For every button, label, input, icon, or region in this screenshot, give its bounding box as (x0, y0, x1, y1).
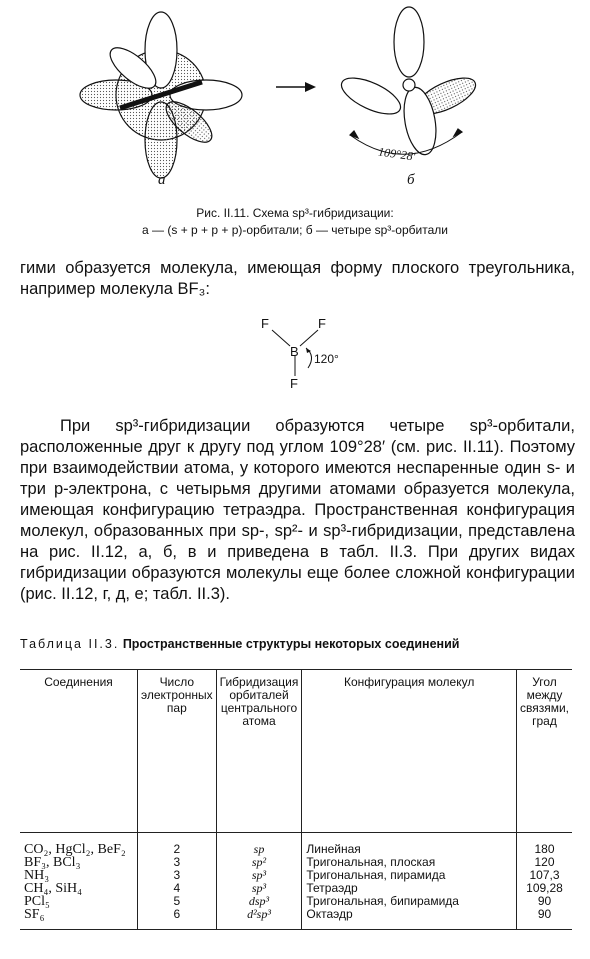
atom-f-right: F (318, 316, 326, 331)
table-row (20, 882, 572, 895)
cell-hybrid: d²sp³ (216, 908, 302, 930)
bf3-structure (248, 312, 368, 392)
cell-compounds: NH₃ (24, 868, 50, 883)
cell-pairs: 6 (138, 908, 217, 930)
cell-config: Тетраэдр (302, 882, 517, 895)
orbital-set-a (80, 12, 242, 178)
cell-config: Тригональная, бипирамида (302, 895, 517, 908)
table-title-prefix: Таблица II.3. (20, 637, 120, 651)
table-title (20, 637, 459, 651)
cell-config: Линейная (302, 833, 517, 857)
cell-angle: 107,3 (516, 869, 572, 882)
cell-hybrid: dsp³ (216, 895, 302, 908)
cell-compounds: CH₄, SiH₄ (24, 881, 82, 896)
table-title-text: Пространственные структуры некоторых соединений (122, 637, 460, 651)
figure-label-a: а (158, 172, 166, 188)
cell-pairs: 2 (138, 833, 217, 857)
cell-angle: 90 (516, 895, 572, 908)
figure-label-b: б (407, 172, 415, 188)
cell-angle: 90 (516, 908, 572, 930)
cell-angle: 180 (516, 833, 572, 857)
atom-f-bottom: F (290, 376, 298, 391)
bf3-angle: 120° (314, 352, 339, 366)
structures-table (20, 669, 572, 930)
cell-angle: 120 (516, 856, 572, 869)
header-pairs: Число электронных пар (138, 670, 217, 833)
header-angle: Угол между связями, град (516, 670, 572, 833)
orbital-set-b (337, 7, 481, 157)
table-row (20, 856, 572, 869)
paragraph-2: При sp³-гибридизации образуются четыре sp³-орбитали, расположенные друг к другу под углом 109°28′ (см. рис. II.11). Поэтому при взаимодействии атома, у которого имеются неспаренные один s- и три p-электрона, с четырьмя другими атомами образуется молекула, имеющая конфигурацию тетраэдра. Пространственная конфигурация молекул, образованных при sp-, sp²- и sp³-гибридизации, представлена на рис. II.12, а, б, в и приведена в табл. II.3. При других видах гибридизации образуются молекулы еще более сложной конфигурации (рис. II.12, г, д, е; табл. II.3). (20, 417, 575, 603)
cell-compounds: PCl₅ (24, 894, 50, 909)
cell-compounds: SF₆ (24, 907, 45, 922)
cell-angle: 109,28 (516, 882, 572, 895)
cell-pairs: 3 (138, 856, 217, 869)
table-row (20, 895, 572, 908)
header-hybrid: Гибридизация орбиталей центрального атома (216, 670, 302, 833)
table-row (20, 833, 572, 857)
cell-hybrid: sp³ (216, 869, 302, 882)
cell-compounds: BF₃, BCl₃ (24, 855, 81, 870)
cell-config: Тригональная, пирамида (302, 869, 517, 882)
cell-compounds: CO₂, HgCl₂, BeF₂ (24, 842, 126, 857)
orbital-diagram (0, 0, 590, 200)
atom-f-left: F (261, 316, 269, 331)
arrow-icon (276, 82, 316, 92)
cell-config: Октаэдр (302, 908, 517, 930)
cell-hybrid: sp³ (216, 882, 302, 895)
cell-hybrid: sp² (216, 856, 302, 869)
paragraph-1: гими образуется молекула, имеющая форму плоского треугольника, например молекула BF₃: (20, 259, 575, 298)
cell-pairs: 5 (138, 895, 217, 908)
figure-caption-line1: Рис. II.11. Схема sp³-гибридизации: (196, 206, 394, 220)
figure-orbitals (0, 0, 590, 200)
cell-pairs: 4 (138, 882, 217, 895)
cell-hybrid: sp (216, 833, 302, 857)
angle-label: 109°28′ (377, 144, 417, 164)
cell-pairs: 3 (138, 869, 217, 882)
table-header-row (20, 670, 572, 833)
table-row (20, 908, 572, 930)
cell-config: Тригональная, плоская (302, 856, 517, 869)
header-config: Конфигурация молекул (302, 670, 517, 833)
atom-b: B (290, 344, 299, 359)
header-compounds: Соединения (20, 670, 138, 833)
figure-caption-line2: а — (s + p + p + p)-орбитали; б — четыре sp³-орбитали (142, 223, 448, 237)
table-row (20, 869, 572, 882)
